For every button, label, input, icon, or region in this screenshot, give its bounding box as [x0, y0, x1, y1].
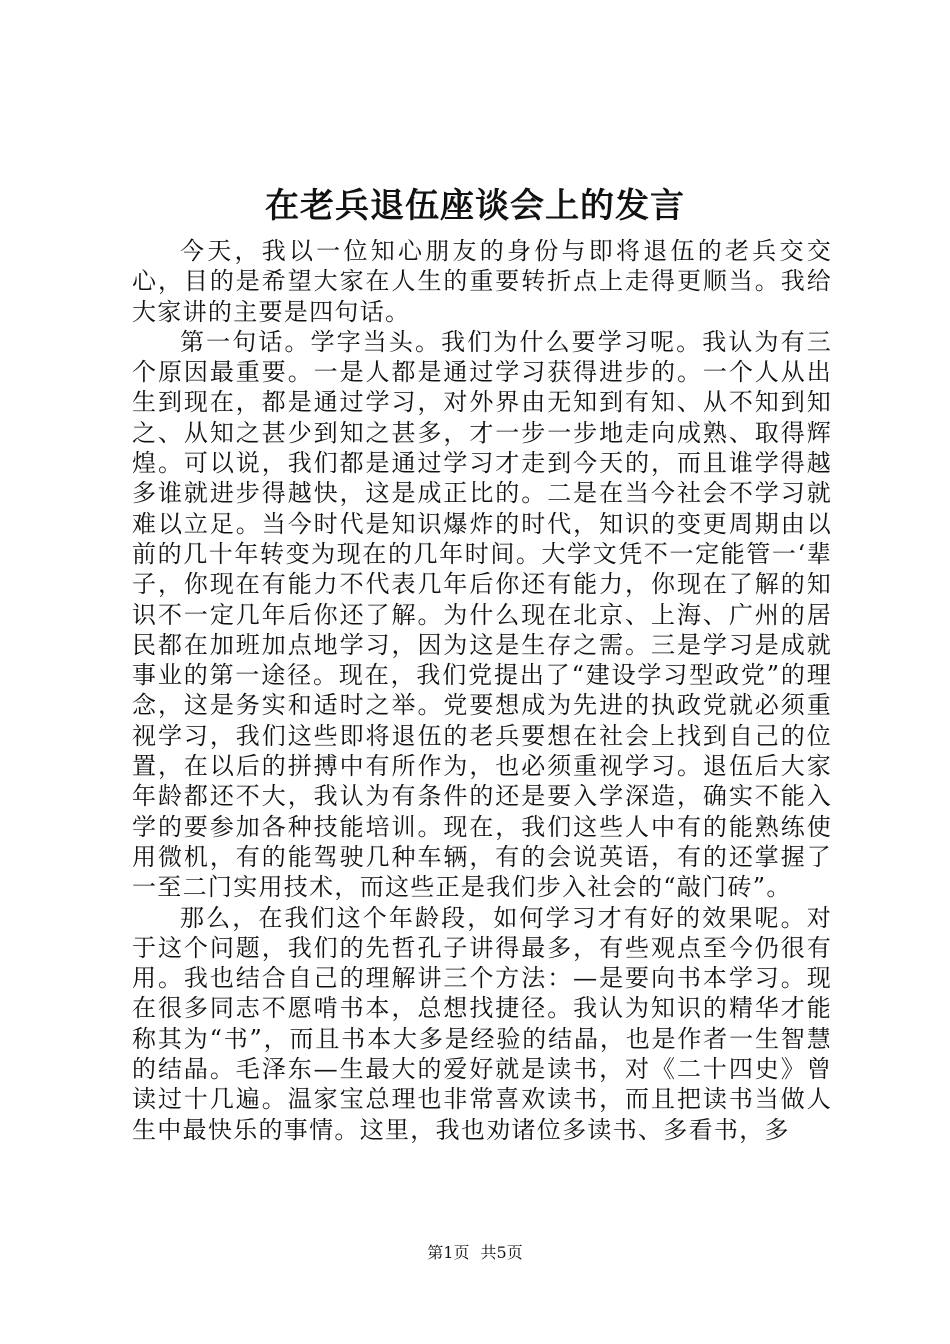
document-title: 在老兵退伍座谈会上的发言: [265, 186, 685, 226]
paragraph-study-methods: 那么，在我们这个年龄段，如何学习才有好的效果呢。对于这个问题，我们的先哲孔子讲得最多，有些观点至今仍很有用。我也结合自己的理解讲三个方法：—是要向书本学习。现在很多同志不愿啃书本，总想找捷径。我认为知识的精华才能称其为“书”，而且书本大多是经验的结晶，也是作者一生智慧的结晶。毛泽东—生最大的爱好就是读书，对《二十四史》曾读过十几遍。温家宝总理也非常喜欢读书，而且把读书当做人生中最快乐的事情。这里，我也劝诸位多读书、多看书，多: [132, 903, 832, 1144]
paragraph-first-point: 第一句话。学字当头。我们为什么要学习呢。我认为有三个原因最重要。一是人都是通过学习获得进步的。一个人从出生到现在，都是通过学习，对外界由无知到有知、从不知到知之、从知之甚少到知之甚多，才一步一步地走向成熟、取得辉煌。可以说，我们都是通过学习才走到今天的，而且谁学得越多谁就进步得越快，这是成正比的。二是在当今社会不学习就难以立足。当今时代是知识爆炸的时代，知识的变更周期由以前的几十年转变为现在的几年时间。大学文凭不一定能管一‘辈子，你现在有能力不代表几年后你还有能力，你现在了解的知识不一定几年后你还了解。为什么现在北京、上海、广州的居民都在加班加点地学习，因为这是生存之需。三是学习是成就事业的第一途径。现在，我们党提出了“建设学习型政党”的理念，这是务实和适时之举。党要想成为先进的执政党就必须重视学习，我们这些即将退伍的老兵要想在社会上找到自己的位置，在以后的拼搏中有所作为，也必须重视学习。退伍后大家年龄都还不大，我认为有条件的还是要入学深造，确实不能入学的要参加各种技能培训。现在，我们这些人中有的能熟练使用微机，有的能驾驶几种车辆，有的会说英语，有的还掌握了一至二门实用技术，而这些正是我们步入社会的“敲门砖”。: [132, 327, 832, 902]
page-number: 第1页: [427, 1243, 470, 1262]
page-total: 共5页: [480, 1243, 523, 1262]
document-body: [132, 236, 832, 1145]
paragraph-intro: 今天，我以一位知心朋友的身份与即将退伍的老兵交交心，目的是希望大家在人生的重要转折点上走得更顺当。我给大家讲的主要是四句话。: [132, 237, 832, 326]
page-footer: [0, 1243, 950, 1263]
